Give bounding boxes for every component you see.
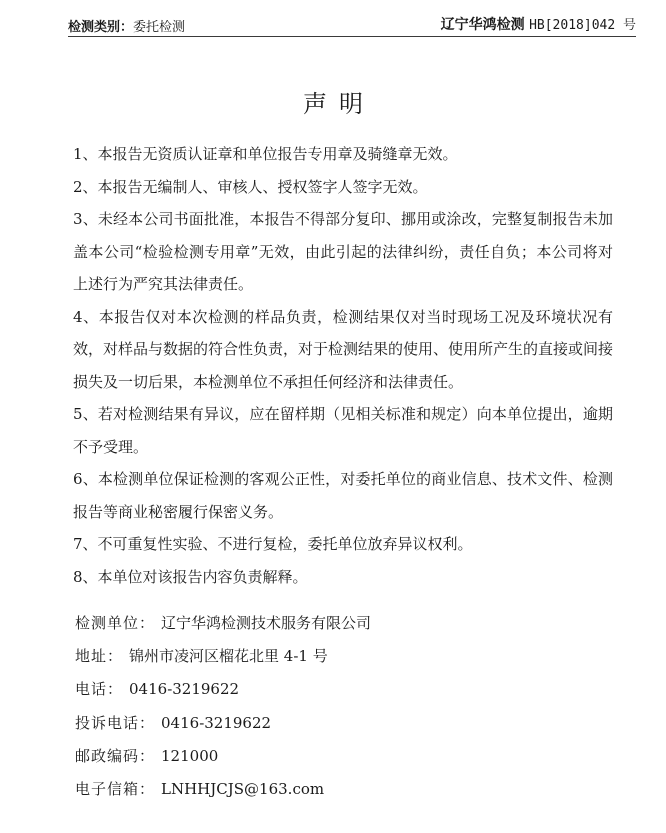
- contact-email-label: 电子信箱：: [75, 780, 156, 799]
- test-category-label: 检测类别：: [68, 20, 134, 35]
- company-short-name: 辽宁华鸿检测: [440, 17, 525, 33]
- test-category-value: 委托检测: [133, 20, 186, 35]
- report-number: [441, 14, 636, 34]
- contact-postcode-label: 邮政编码：: [75, 746, 156, 765]
- clause-6: 6、本检测单位保证检测的客观公正性，对委托单位的商业信息、技术文件、检测报告等商业秘密履行保密义务。: [73, 470, 613, 521]
- clause-4: 4、本报告仅对本次检测的样品负责，检测结果仅对当时现场工况及环境状况有效，对样品与数据的符合性负责，对于检测结果的使用、使用所产生的直接或间接损失及一切后果，本检测单位不承担任何经济和法律责任。: [73, 307, 614, 391]
- clause-3: 3、未经本公司书面批准，本报告不得部分复印、挪用或涂改，完整复制报告未加盖本公司“检验检测专用章”无效，由此引起的法律纠纷，责任自负；本公司将对上述行为严究其法律责任。: [73, 210, 613, 293]
- contact-email-value: LNHHJCJS@163.com: [161, 780, 325, 799]
- clause-7: 7、不可重复性实验、不进行复检，委托单位放弃异议权利。: [73, 535, 473, 553]
- contact-email: [75, 773, 371, 806]
- document-title: 声明: [303, 90, 375, 118]
- declaration-clauses: [73, 138, 613, 593]
- contact-postcode: [75, 740, 371, 773]
- contact-address-value: 锦州市凌河区榴花北里 4-1 号: [129, 647, 328, 666]
- contact-address-label: 地址：: [75, 647, 124, 666]
- contact-complaint-value: 0416-3219622: [161, 713, 272, 732]
- contact-phone: [75, 673, 371, 706]
- clause-5: 5、若对检测结果有异议，应在留样期（见相关标准和规定）向本单位提出，逾期不予受理。: [73, 405, 613, 456]
- report-code: HB[2018]042 号: [529, 18, 636, 33]
- contact-address: [75, 640, 371, 673]
- clause-1: 1、本报告无资质认证章和单位报告专用章及骑缝章无效。: [73, 145, 458, 163]
- contact-complaint-label: 投诉电话：: [75, 713, 156, 732]
- contact-unit-value: 辽宁华鸿检测技术服务有限公司: [161, 614, 372, 632]
- page-header: [68, 14, 636, 37]
- contact-unit: [75, 607, 371, 640]
- contact-phone-value: 0416-3219622: [129, 680, 240, 699]
- contact-complaint-phone: [75, 707, 371, 740]
- contact-postcode-value: 121000: [161, 746, 219, 765]
- clause-8: 8、本单位对该报告内容负责解释。: [73, 567, 308, 586]
- clause-2: 2、本报告无编制人、审核人、授权签字人签字无效。: [73, 177, 428, 196]
- contact-phone-label: 电话：: [75, 680, 124, 699]
- test-category: [68, 16, 185, 35]
- contact-info: [75, 607, 371, 806]
- contact-unit-label: 检测单位：: [75, 614, 156, 632]
